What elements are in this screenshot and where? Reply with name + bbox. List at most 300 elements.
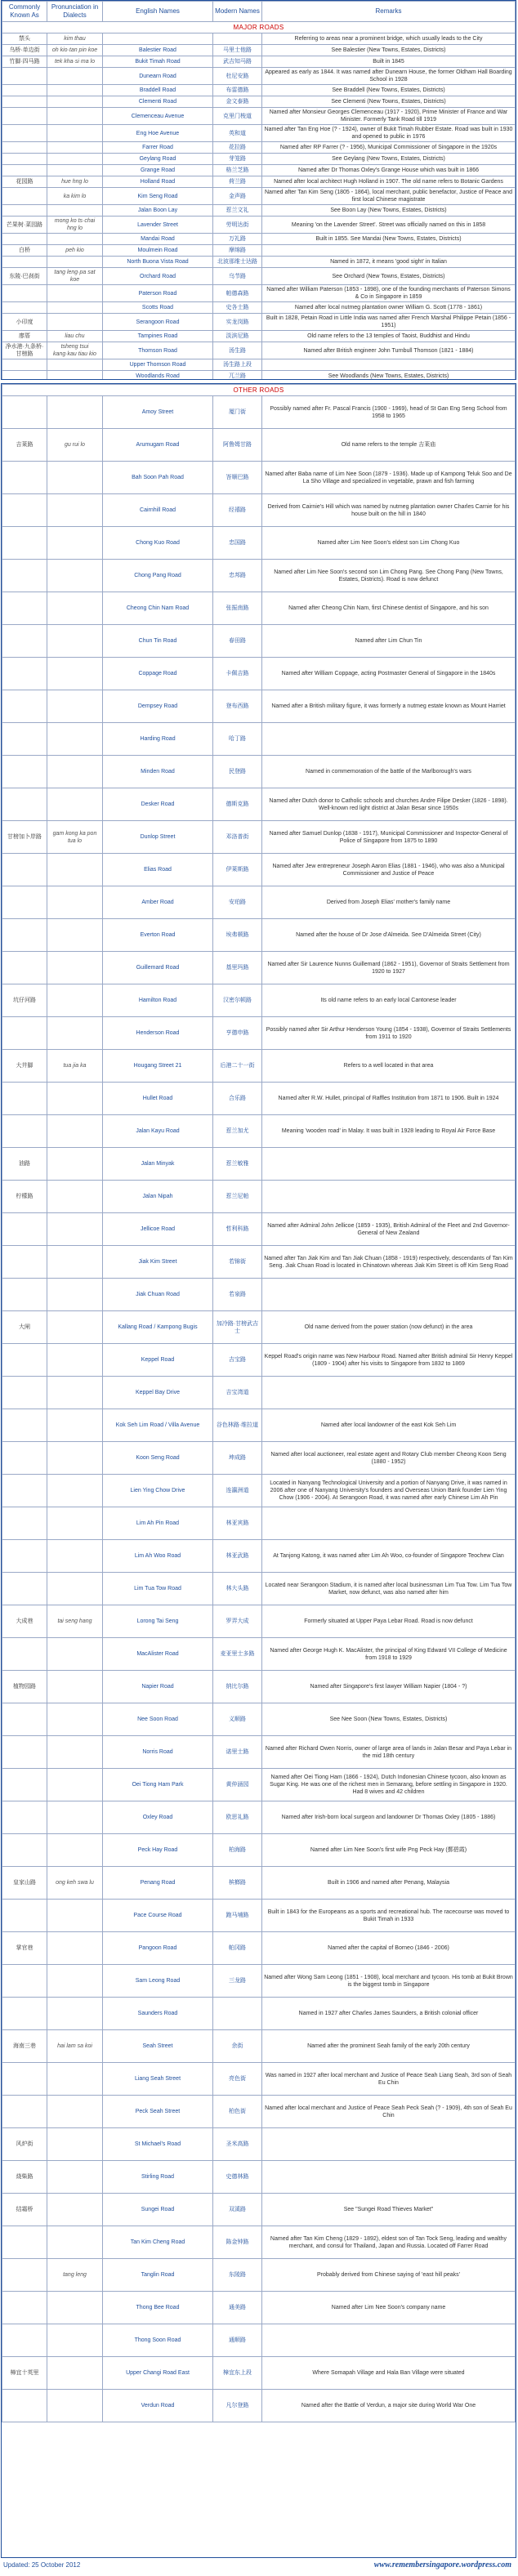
dialect-cell bbox=[47, 854, 103, 886]
table-row bbox=[2, 2063, 516, 2096]
chinese-name-cell bbox=[2, 2259, 47, 2292]
table-row bbox=[2, 690, 516, 723]
chinese-name-cell bbox=[2, 85, 47, 96]
header-chinese: Commonly Known As bbox=[2, 2, 47, 22]
modern-name-cell: 合乐路 bbox=[213, 1083, 262, 1115]
modern-name-cell: 圣米高路 bbox=[213, 2128, 262, 2161]
chinese-name-cell bbox=[2, 2292, 47, 2324]
dialect-cell: hue hng lo bbox=[47, 176, 103, 188]
chinese-name-cell bbox=[2, 96, 47, 108]
remarks-cell: Built in 1906 and named after Penang, Malaysia bbox=[262, 1867, 516, 1900]
dialect-cell bbox=[47, 96, 103, 108]
english-name-cell: Pangoon Road bbox=[103, 1932, 213, 1965]
modern-name-cell: 阿鲁姆甘路 bbox=[213, 429, 262, 462]
english-name-cell: Moulmein Road bbox=[103, 245, 213, 257]
table-row bbox=[2, 886, 516, 919]
modern-name-cell: 布雷德路 bbox=[213, 85, 262, 96]
remarks-cell: Named after Oei Tiong Ham (1866 - 1924), Dutch Indonesian Chinese tycoon, also known as Sugar King. He was one of the richest men in Semarang, before settling in Singapore in 1920. Had 8 wives and 42 children bbox=[262, 1769, 516, 1801]
remarks-cell: Named after Lim Nee Soon's eldest son Lim Chong Kuo bbox=[262, 527, 516, 560]
dialect-cell bbox=[47, 1736, 103, 1769]
modern-name-cell: 坤成路 bbox=[213, 1442, 262, 1475]
english-name-cell: Kok Seh Lim Road / Villa Avenue bbox=[103, 1409, 213, 1442]
chinese-name-cell: 结霜桥 bbox=[2, 2194, 47, 2226]
dialect-cell bbox=[47, 1540, 103, 1573]
english-name-cell: Elias Road bbox=[103, 854, 213, 886]
chinese-name-cell: 甘榜加卜岸路 bbox=[2, 821, 47, 854]
dialect-cell bbox=[47, 1279, 103, 1311]
dialect-cell bbox=[47, 314, 103, 331]
section-title-other: OTHER ROADS bbox=[2, 385, 516, 396]
english-name-cell: Tan Kim Cheng Road bbox=[103, 2226, 213, 2259]
english-name-cell: Braddell Road bbox=[103, 85, 213, 96]
chinese-name-cell bbox=[2, 952, 47, 984]
dialect-cell bbox=[47, 658, 103, 690]
chinese-name-cell bbox=[2, 690, 47, 723]
remarks-cell: Named in 1927 after Charles James Saunders, a British colonial officer bbox=[262, 1998, 516, 2030]
english-name-cell: Jiak Chuan Road bbox=[103, 1279, 213, 1311]
english-name-cell: Lorong Tai Seng bbox=[103, 1605, 213, 1638]
english-name-cell: Serangoon Road bbox=[103, 314, 213, 331]
chinese-name-cell bbox=[2, 359, 47, 371]
table-row bbox=[2, 1311, 516, 1344]
chinese-name-cell bbox=[2, 592, 47, 625]
modern-name-cell: 马里士他路 bbox=[213, 45, 262, 56]
remarks-cell: Named after the prominent Seah family of the early 20th century bbox=[262, 2030, 516, 2063]
modern-name-cell: 卡佩吉路 bbox=[213, 658, 262, 690]
table-row bbox=[2, 952, 516, 984]
chinese-name-cell bbox=[2, 1573, 47, 1605]
remarks-cell: Named after Dr Thomas Oxley's Grange House which was built in 1866 bbox=[262, 165, 516, 176]
chinese-name-cell bbox=[2, 886, 47, 919]
english-name-cell: Penang Road bbox=[103, 1867, 213, 1900]
english-name-cell: Guillemard Road bbox=[103, 952, 213, 984]
modern-name-cell: 柏海路 bbox=[213, 1834, 262, 1867]
remarks-cell: Named after Lim Chun Tin bbox=[262, 625, 516, 658]
table-row bbox=[2, 268, 516, 285]
modern-name-cell: 纳比尔路 bbox=[213, 1671, 262, 1703]
english-name-cell: Coppage Road bbox=[103, 658, 213, 690]
english-name-cell: Everton Road bbox=[103, 919, 213, 952]
table-row bbox=[2, 217, 516, 234]
header-modern: Modern Names bbox=[213, 2, 262, 22]
remarks-cell: Named after Tan Kim Cheng (1829 - 1892), eldest son of Tan Tock Seng, leading and wealthy merchant, and consul for Thailand, Japan and Russia. Located off Farrer Road bbox=[262, 2226, 516, 2259]
english-name-cell: Cheong Chin Nam Road bbox=[103, 592, 213, 625]
chinese-name-cell bbox=[2, 2390, 47, 2422]
modern-name-cell: 陈金钟路 bbox=[213, 2226, 262, 2259]
table-row bbox=[2, 854, 516, 886]
table-row bbox=[2, 245, 516, 257]
chinese-name-cell: 掌官巷 bbox=[2, 1932, 47, 1965]
english-name-cell: Oxley Road bbox=[103, 1801, 213, 1834]
table-row bbox=[2, 560, 516, 592]
modern-name-cell: 哈丁路 bbox=[213, 723, 262, 756]
modern-name-cell: 实龙岗路 bbox=[213, 314, 262, 331]
dialect-cell: hai lam sa koi bbox=[47, 2030, 103, 2063]
modern-name-cell: 厦门街 bbox=[213, 396, 262, 429]
modern-name-cell: 金声路 bbox=[213, 188, 262, 205]
dialect-cell bbox=[47, 234, 103, 245]
chinese-name-cell: 皇家山路 bbox=[2, 1867, 47, 1900]
dialect-cell bbox=[47, 2226, 103, 2259]
modern-name-cell: 黄仲涵园 bbox=[213, 1769, 262, 1801]
english-name-cell: Bah Soon Pah Road bbox=[103, 462, 213, 494]
other-roads-table bbox=[2, 384, 516, 2422]
english-name-cell: Chun Tin Road bbox=[103, 625, 213, 658]
dialect-cell bbox=[47, 108, 103, 125]
remarks-cell: Named after Wong Sam Leong (1851 - 1908), local merchant and tycoon. His tomb at Bukit Brown is the biggest tomb in Singapore bbox=[262, 1965, 516, 1998]
modern-name-cell: 樟宜东上段 bbox=[213, 2357, 262, 2390]
modern-name-cell: 荷兰路 bbox=[213, 176, 262, 188]
dialect-cell: mong ko ts·chai hng lo bbox=[47, 217, 103, 234]
modern-name-cell: 史各士路 bbox=[213, 302, 262, 314]
remarks-cell: Named after Richard Owen Norris, owner of large area of lands in Jalan Besar and Paya Lebar in the mid 18th century bbox=[262, 1736, 516, 1769]
remarks-cell: Named after the capital of Borneo (1846 - 2006) bbox=[262, 1932, 516, 1965]
chinese-name-cell: 竹脚·四马路 bbox=[2, 56, 47, 68]
dialect-cell: liau chu bbox=[47, 331, 103, 342]
english-name-cell: Lim Tua Tow Road bbox=[103, 1573, 213, 1605]
remarks-cell: See Braddell (New Towns, Estates, Districts) bbox=[262, 85, 516, 96]
english-name-cell: Scotts Road bbox=[103, 302, 213, 314]
remarks-cell: Named after Lim Nee Soon's first wife Png Peck Hay (鄞碧霞) bbox=[262, 1834, 516, 1867]
english-name-cell: Peck Seah Street bbox=[103, 2096, 213, 2128]
english-name-cell: Cairnhill Road bbox=[103, 494, 213, 527]
modern-name-cell: 余街 bbox=[213, 2030, 262, 2063]
chinese-name-cell bbox=[2, 205, 47, 217]
chinese-name-cell bbox=[2, 527, 47, 560]
remarks-cell: Named after Singapore's first lawyer William Napier (1804 - ?) bbox=[262, 1671, 516, 1703]
english-name-cell: Upper Changi Road East bbox=[103, 2357, 213, 2390]
remarks-cell: Possibly named after Sir Arthur Henderson Young (1854 - 1938), Governor of Straits Settlements from 1911 to 1920 bbox=[262, 1017, 516, 1050]
modern-name-cell: 经禧路 bbox=[213, 494, 262, 527]
section-title-major: MAJOR ROADS bbox=[2, 22, 516, 33]
table-row bbox=[2, 1475, 516, 1507]
table-row bbox=[2, 2226, 516, 2259]
dialect-cell bbox=[47, 527, 103, 560]
modern-name-cell: 杜尼安路 bbox=[213, 68, 262, 85]
modern-name-cell: 林大头路 bbox=[213, 1573, 262, 1605]
table-row bbox=[2, 33, 516, 45]
table-row bbox=[2, 2292, 516, 2324]
remarks-cell: Named after George Hugh K. MacAlister, the principal of King Edward VII College of Medicine from 1918 to 1929 bbox=[262, 1638, 516, 1671]
remarks-cell: Appeared as early as 1844. It was named after Dunearn House, the former Oldham Hall Boarding School in 1928 bbox=[262, 68, 516, 85]
english-name-cell: Harding Road bbox=[103, 723, 213, 756]
english-name-cell: Grange Road bbox=[103, 165, 213, 176]
chinese-name-cell bbox=[2, 285, 47, 302]
dialect-cell bbox=[47, 154, 103, 165]
table-row bbox=[2, 314, 516, 331]
english-name-cell: Liang Seah Street bbox=[103, 2063, 213, 2096]
table-row bbox=[2, 302, 516, 314]
other-roads-table-block bbox=[1, 383, 516, 2558]
dialect-cell bbox=[47, 2128, 103, 2161]
table-row bbox=[2, 2161, 516, 2194]
english-name-cell: Napier Road bbox=[103, 1671, 213, 1703]
english-name-cell: St Michael's Road bbox=[103, 2128, 213, 2161]
english-name-cell: Lavender Street bbox=[103, 217, 213, 234]
chinese-name-cell: 风炉街 bbox=[2, 2128, 47, 2161]
chinese-name-cell: 大闸 bbox=[2, 1311, 47, 1344]
dialect-cell: peh kio bbox=[47, 245, 103, 257]
english-name-cell: Dunlop Street bbox=[103, 821, 213, 854]
chinese-name-cell bbox=[2, 1834, 47, 1867]
chinese-name-cell bbox=[2, 154, 47, 165]
chinese-name-cell bbox=[2, 462, 47, 494]
dialect-cell bbox=[47, 2096, 103, 2128]
remarks-cell: Named in 1872, it means 'good sight' in Italian bbox=[262, 257, 516, 268]
english-name-cell: Arumugam Road bbox=[103, 429, 213, 462]
chinese-name-cell bbox=[2, 854, 47, 886]
dialect-cell bbox=[47, 1834, 103, 1867]
remarks-cell: Located near Serangoon Stadium, it is named after local businessman Lim Tua Tow. Lim Tua Tow Market, now defunct, was also named after him bbox=[262, 1573, 516, 1605]
chinese-name-cell bbox=[2, 756, 47, 788]
dialect-cell bbox=[47, 1083, 103, 1115]
english-name-cell: Minden Road bbox=[103, 756, 213, 788]
chinese-name-cell bbox=[2, 1965, 47, 1998]
english-name-cell: Dempsey Road bbox=[103, 690, 213, 723]
remarks-cell bbox=[262, 1181, 516, 1213]
dialect-cell bbox=[47, 68, 103, 85]
english-name-cell: Keppel Bay Drive bbox=[103, 1377, 213, 1409]
remarks-cell: Old name refers to the 13 temples of Taoist, Buddhist and Hindu bbox=[262, 331, 516, 342]
english-name-cell: Woodlands Road bbox=[103, 371, 213, 381]
remarks-cell: Named after Cheong Chin Nam, first Chinese dentist of Singapore, and his son bbox=[262, 592, 516, 625]
modern-name-cell: 谷色林路·维拉道 bbox=[213, 1409, 262, 1442]
english-name-cell: Saunders Road bbox=[103, 1998, 213, 2030]
major-roads-table-block bbox=[1, 0, 516, 380]
english-name-cell: Geylang Road bbox=[103, 154, 213, 165]
modern-name-cell: 义顺路 bbox=[213, 1703, 262, 1736]
dialect-cell bbox=[47, 1213, 103, 1246]
modern-name-cell: 双溪路 bbox=[213, 2194, 262, 2226]
chinese-name-cell: 芒果树·菜园路 bbox=[2, 217, 47, 234]
modern-name-cell: 邓洛普街 bbox=[213, 821, 262, 854]
remarks-cell: Derived from Joseph Elias' mother's family name bbox=[262, 886, 516, 919]
modern-name-cell: 张振南路 bbox=[213, 592, 262, 625]
remarks-cell: Built in 1845 bbox=[262, 56, 516, 68]
chinese-name-cell bbox=[2, 2324, 47, 2357]
table-row bbox=[2, 331, 516, 342]
table-row bbox=[2, 1801, 516, 1834]
dialect-cell bbox=[47, 462, 103, 494]
table-row bbox=[2, 1246, 516, 1279]
chinese-name-cell bbox=[2, 302, 47, 314]
modern-name-cell: 汤生路上段 bbox=[213, 359, 262, 371]
chinese-name-cell: 净水港·九条桥·甘榜路 bbox=[2, 342, 47, 359]
chinese-name-cell bbox=[2, 494, 47, 527]
chinese-name-cell bbox=[2, 658, 47, 690]
table-row bbox=[2, 1605, 516, 1638]
table-row bbox=[2, 371, 516, 381]
dialect-cell bbox=[47, 2390, 103, 2422]
table-row bbox=[2, 1834, 516, 1867]
dialect-cell bbox=[47, 560, 103, 592]
table-row bbox=[2, 285, 516, 302]
site-link[interactable]: www.remembersingapore.wordpress.com bbox=[373, 2560, 511, 2569]
dialect-cell bbox=[47, 1703, 103, 1736]
modern-name-cell: 柏色街 bbox=[213, 2096, 262, 2128]
chinese-name-cell bbox=[2, 723, 47, 756]
english-name-cell: Holland Road bbox=[103, 176, 213, 188]
english-name-cell: Hamilton Road bbox=[103, 984, 213, 1017]
remarks-cell bbox=[262, 1377, 516, 1409]
modern-name-cell: 东陵路 bbox=[213, 2259, 262, 2292]
dialect-cell bbox=[47, 1115, 103, 1148]
table-row bbox=[2, 429, 516, 462]
english-name-cell: Verdun Road bbox=[103, 2390, 213, 2422]
chinese-name-cell bbox=[2, 1540, 47, 1573]
remarks-cell: Named in commemoration of the battle of the Marlborough's wars bbox=[262, 756, 516, 788]
remarks-cell: Possibly named after Fr. Pascal Francis (1900 - 1969), head of St Gan Eng Seng School from 1958 to 1965 bbox=[262, 396, 516, 429]
dialect-cell: kim thau bbox=[47, 33, 103, 45]
chinese-name-cell: 海南三巷 bbox=[2, 2030, 47, 2063]
modern-name-cell: 欧思礼路 bbox=[213, 1801, 262, 1834]
english-name-cell: Clementi Road bbox=[103, 96, 213, 108]
chinese-name-cell bbox=[2, 1246, 47, 1279]
modern-name-cell: 芽笼路 bbox=[213, 154, 262, 165]
remarks-cell: Referring to areas near a prominent bridge, which usually leads to the City bbox=[262, 33, 516, 45]
remarks-cell: Named after a British military figure, it was formerly a nutmeg estate known as Mount Harriet bbox=[262, 690, 516, 723]
dialect-cell bbox=[47, 1475, 103, 1507]
chinese-name-cell: 花园路 bbox=[2, 176, 47, 188]
english-name-cell: MacAlister Road bbox=[103, 1638, 213, 1671]
table-row bbox=[2, 2128, 516, 2161]
dialect-cell bbox=[47, 1573, 103, 1605]
modern-name-cell: 格兰芝路 bbox=[213, 165, 262, 176]
remarks-cell: Was named in 1927 after local merchant and Justice of Peace Seah Liang Seah, 3rd son of Seah Eu Chin bbox=[262, 2063, 516, 2096]
english-name-cell: Balestier Road bbox=[103, 45, 213, 56]
table-row bbox=[2, 494, 516, 527]
table-row bbox=[2, 1998, 516, 2030]
english-name-cell: Hullet Road bbox=[103, 1083, 213, 1115]
table-row bbox=[2, 2324, 516, 2357]
table-row bbox=[2, 1573, 516, 1605]
dialect-cell bbox=[47, 1998, 103, 2030]
chinese-name-cell: 油路 bbox=[2, 1148, 47, 1181]
chinese-name-cell bbox=[2, 1409, 47, 1442]
major-roads-body bbox=[2, 33, 516, 381]
modern-name-cell: 安珀路 bbox=[213, 886, 262, 919]
chinese-name-cell: 小印度 bbox=[2, 314, 47, 331]
chinese-name-cell bbox=[2, 2063, 47, 2096]
remarks-cell: See Orchard (New Towns, Estates, Districts) bbox=[262, 268, 516, 285]
table-row bbox=[2, 2030, 516, 2063]
table-row bbox=[2, 919, 516, 952]
english-name-cell: Keppel Road bbox=[103, 1344, 213, 1377]
english-name-cell: Jalan Minyak bbox=[103, 1148, 213, 1181]
table-row bbox=[2, 1638, 516, 1671]
table-row bbox=[2, 984, 516, 1017]
modern-name-cell: 槟榔路 bbox=[213, 1867, 262, 1900]
english-name-cell: Kim Seng Road bbox=[103, 188, 213, 205]
modern-name-cell: 忠邦路 bbox=[213, 560, 262, 592]
table-row bbox=[2, 2390, 516, 2422]
modern-name-cell: 基里玛路 bbox=[213, 952, 262, 984]
dialect-cell: tsheng tsui kang·kau tiau kio bbox=[47, 342, 103, 359]
english-name-cell: Kallang Road / Kampong Bugis bbox=[103, 1311, 213, 1344]
modern-name-cell: 登布西路 bbox=[213, 690, 262, 723]
remarks-cell: Named after Lim Nee Soon's second son Lim Chong Pang. See Chong Pang (New Towns, Estates, Districts). Road is now defunct bbox=[262, 560, 516, 592]
modern-name-cell: 春田路 bbox=[213, 625, 262, 658]
modern-name-cell: 伊莱斯路 bbox=[213, 854, 262, 886]
chinese-name-cell bbox=[2, 1377, 47, 1409]
chinese-name-cell bbox=[2, 1998, 47, 2030]
table-row bbox=[2, 176, 516, 188]
remarks-cell bbox=[262, 2161, 516, 2194]
english-name-cell: Hougang Street 21 bbox=[103, 1050, 213, 1083]
modern-name-cell: 帕冈路 bbox=[213, 1932, 262, 1965]
remarks-cell: Its old name refers to an early local Cantonese leader bbox=[262, 984, 516, 1017]
chinese-name-cell bbox=[2, 1801, 47, 1834]
dialect-cell bbox=[47, 302, 103, 314]
table-row bbox=[2, 1409, 516, 1442]
table-row bbox=[2, 1703, 516, 1736]
remarks-cell bbox=[262, 1279, 516, 1311]
remarks-cell: Named after the house of Dr Jose d'Almeida. See D'Almeida Street (City) bbox=[262, 919, 516, 952]
dialect-cell bbox=[47, 359, 103, 371]
english-name-cell: Bukit Timah Road bbox=[103, 56, 213, 68]
remarks-cell: Named after Irish-born local surgeon and landowner Dr Thomas Oxley (1805 - 1886) bbox=[262, 1801, 516, 1834]
table-row bbox=[2, 1932, 516, 1965]
dialect-cell bbox=[47, 2194, 103, 2226]
other-roads-body bbox=[2, 396, 516, 2422]
modern-name-cell: 史德林路 bbox=[213, 2161, 262, 2194]
table-row bbox=[2, 257, 516, 268]
dialect-cell bbox=[47, 886, 103, 919]
table-row bbox=[2, 1671, 516, 1703]
chinese-name-cell bbox=[2, 108, 47, 125]
remarks-cell: Probably derived from Chinese saying of 'east hill peaks' bbox=[262, 2259, 516, 2292]
english-name-cell: Norris Road bbox=[103, 1736, 213, 1769]
chinese-name-cell: 大成巷 bbox=[2, 1605, 47, 1638]
table-row bbox=[2, 1050, 516, 1083]
dialect-cell bbox=[47, 1148, 103, 1181]
modern-name-cell: 跑马埔路 bbox=[213, 1900, 262, 1932]
remarks-cell bbox=[262, 2324, 516, 2357]
dialect-cell bbox=[47, 1932, 103, 1965]
dialect-cell bbox=[47, 2357, 103, 2390]
chinese-name-cell bbox=[2, 625, 47, 658]
remarks-cell: Named after local merchant and Justice of Peace Seah Peck Seah (? - 1909), 4th son of Seah Eu Chin bbox=[262, 2096, 516, 2128]
chinese-name-cell bbox=[2, 2226, 47, 2259]
remarks-cell: Named after local architect Hugh Holland in 1907. The old name refers to Botanic Gardens bbox=[262, 176, 516, 188]
table-row bbox=[2, 592, 516, 625]
remarks-cell: Named after RP Farrer (? - 1956), Municipal Commissioner of Singapore in the 1920s bbox=[262, 142, 516, 154]
table-row bbox=[2, 723, 516, 756]
major-roads-table bbox=[2, 1, 516, 380]
chinese-name-cell bbox=[2, 919, 47, 952]
modern-name-cell: 汤生路 bbox=[213, 342, 262, 359]
table-row bbox=[2, 2259, 516, 2292]
table-row bbox=[2, 1083, 516, 1115]
modern-name-cell: 罗弄大成 bbox=[213, 1605, 262, 1638]
modern-name-cell: 三龙路 bbox=[213, 1965, 262, 1998]
dialect-cell bbox=[47, 371, 103, 381]
chinese-name-cell bbox=[2, 1344, 47, 1377]
chinese-name-cell bbox=[2, 257, 47, 268]
dialect-cell bbox=[47, 2161, 103, 2194]
remarks-cell bbox=[262, 359, 516, 371]
chinese-name-cell bbox=[2, 1507, 47, 1540]
dialect-cell: tek kha·si ma lo bbox=[47, 56, 103, 68]
dialect-cell bbox=[47, 1507, 103, 1540]
table-row bbox=[2, 1017, 516, 1050]
dialect-cell bbox=[47, 494, 103, 527]
chinese-name-cell bbox=[2, 1442, 47, 1475]
chinese-name-cell: 大井脚 bbox=[2, 1050, 47, 1083]
table-header bbox=[2, 2, 516, 22]
dialect-cell bbox=[47, 984, 103, 1017]
remarks-cell bbox=[262, 2128, 516, 2161]
